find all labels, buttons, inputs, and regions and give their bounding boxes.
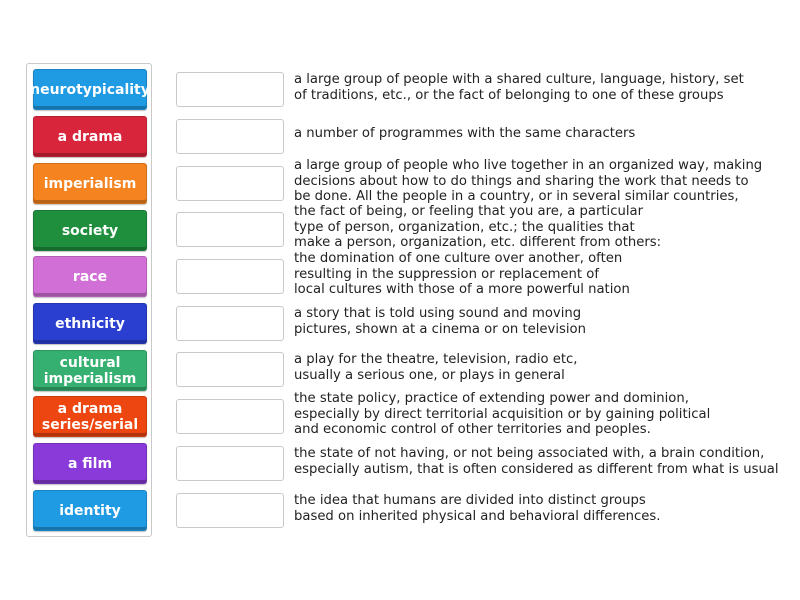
drop-zone-9[interactable] xyxy=(176,446,284,481)
definition-line: resulting in the suppression or replacement of xyxy=(294,266,599,282)
definition-line: the state policy, practice of extending power and dominion, xyxy=(294,391,689,406)
definition-line: local cultures with those of a more powerful nation xyxy=(294,282,630,297)
definition-line: of traditions, etc., or the fact of belonging to one of these groups xyxy=(294,87,724,103)
definition-2 xyxy=(294,126,784,142)
definition-4 xyxy=(294,204,784,251)
tile-label: society xyxy=(61,222,119,239)
definition-line: decisions about how to do things and sharing the work that needs to xyxy=(294,173,749,189)
drop-zone-2[interactable] xyxy=(176,119,284,154)
tile-label: imperialism xyxy=(43,175,137,192)
tile-label: race xyxy=(72,268,108,285)
tile-cultural-imperialism[interactable] xyxy=(33,350,147,391)
definition-line: the domination of one culture over another, often xyxy=(294,251,623,266)
tile-label: a drama series/serial xyxy=(41,400,139,433)
drop-zone-5[interactable] xyxy=(176,259,284,294)
definition-line: a large group of people with a shared culture, language, history, set xyxy=(294,72,744,87)
tile-race[interactable] xyxy=(33,256,147,297)
definition-line: a number of programmes with the same characters xyxy=(294,126,636,141)
tile-label: cultural imperialism xyxy=(43,354,137,387)
definition-8 xyxy=(294,391,784,438)
drop-zone-6[interactable] xyxy=(176,306,284,341)
tile-a-drama-series-serial[interactable] xyxy=(33,396,147,437)
definition-5 xyxy=(294,251,784,298)
word-bank-panel xyxy=(26,63,152,537)
definition-line: pictures, shown at a cinema or on television xyxy=(294,321,586,337)
definition-6 xyxy=(294,306,784,337)
tile-identity[interactable] xyxy=(33,490,147,531)
tile-label: a film xyxy=(67,455,113,472)
definition-line: make a person, organization, etc. different from others: xyxy=(294,235,662,250)
definition-line: the idea that humans are divided into distinct groups xyxy=(294,493,646,508)
definition-10 xyxy=(294,493,784,524)
tile-neurotypicality[interactable] xyxy=(30,69,150,110)
drop-zone-10[interactable] xyxy=(176,493,284,528)
definition-line: based on inherited physical and behavioral differences. xyxy=(294,508,661,524)
tile-a-drama[interactable] xyxy=(33,116,147,157)
definition-3 xyxy=(294,158,784,205)
drop-zone-1[interactable] xyxy=(176,72,284,107)
definition-line: a play for the theatre, television, radio etc, xyxy=(294,352,578,367)
tile-imperialism[interactable] xyxy=(33,163,147,204)
drop-zone-4[interactable] xyxy=(176,212,284,247)
drop-zone-3[interactable] xyxy=(176,166,284,201)
definition-line: a story that is told using sound and moving xyxy=(294,306,582,321)
tile-society[interactable] xyxy=(33,210,147,251)
definition-line: type of person, organization, etc.; the qualities that xyxy=(294,219,635,235)
definition-1 xyxy=(294,72,784,103)
drop-zone-7[interactable] xyxy=(176,352,284,387)
definition-line: the fact of being, or feeling that you are, a particular xyxy=(294,204,643,219)
definition-line: a large group of people who live together in an organized way, making xyxy=(294,158,763,173)
tile-a-film[interactable] xyxy=(33,443,147,484)
definition-line: especially by direct territorial acquisition or by gaining political xyxy=(294,406,711,422)
definition-7 xyxy=(294,352,784,383)
definition-line: especially autism, that is often considered as different from what is usual xyxy=(294,461,779,477)
definition-line: the state of not having, or not being associated with, a brain condition, xyxy=(294,446,765,461)
definition-line: be done. All the people in a country, or in several similar countries, xyxy=(294,189,739,204)
tile-label: a drama xyxy=(57,128,123,145)
definition-line: usually a serious one, or plays in general xyxy=(294,367,565,383)
tile-ethnicity[interactable] xyxy=(33,303,147,344)
definition-line: and economic control of other territories and peoples. xyxy=(294,422,651,437)
tile-label: identity xyxy=(59,502,121,519)
drop-zone-8[interactable] xyxy=(176,399,284,434)
definition-9 xyxy=(294,446,784,477)
tile-label: neurotypicality xyxy=(30,81,150,98)
tile-label: ethnicity xyxy=(55,315,125,332)
